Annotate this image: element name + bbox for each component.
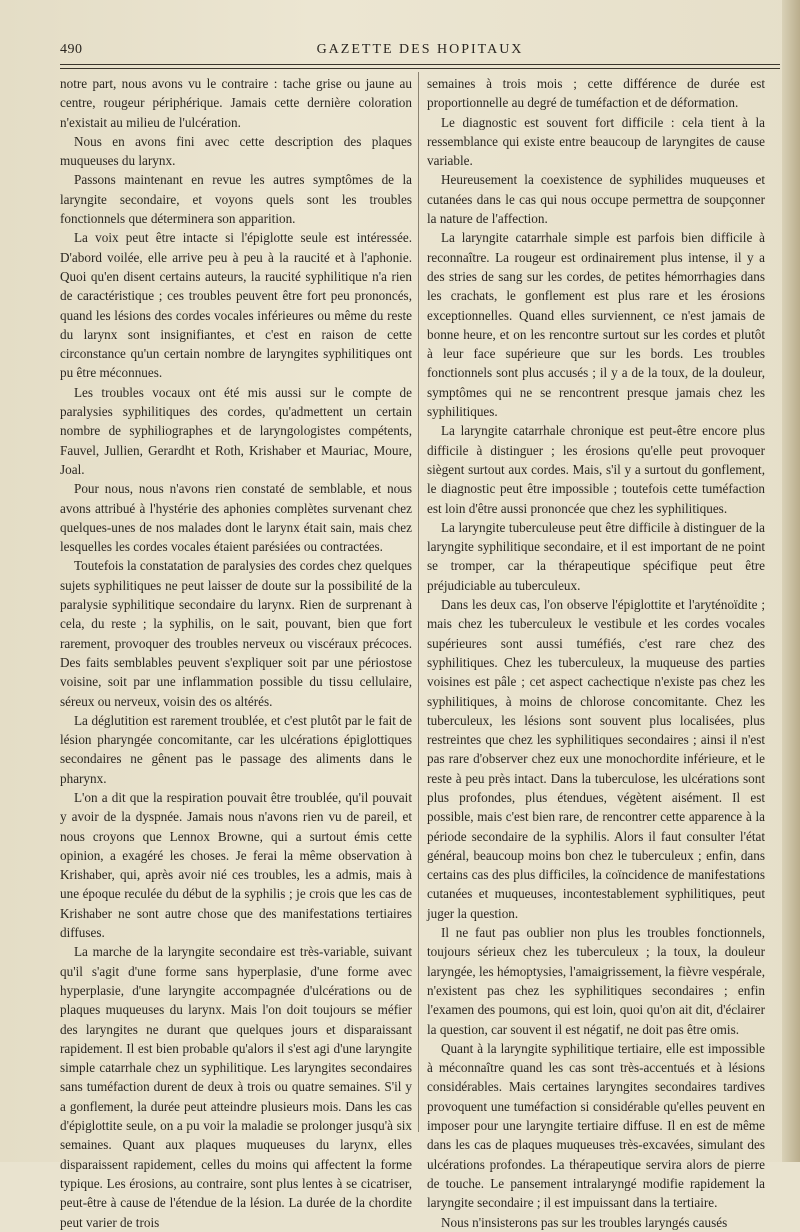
paragraph: Heureusement la coexistence de syphilides muqueuses et cutanées dans le cas qui nous occupe permettra de soupçonner la nature de l'affection.	[427, 172, 765, 227]
page-number: 490	[60, 42, 83, 57]
paragraph: Il ne faut pas oublier non plus les troubles fonctionnels, toujours sérieux chez les tuberculeux ; la toux, la douleur laryngée, les hémoptysies, l'amaigrissement, la fièvre vespérale, n'existent pas chez les syphilitiques secondaires ; enfin l'examen des poumons, qui est loin, quoi qu'on ait dit, d'éclairer la question, car souvent il est négatif, ne doit pas être omis.	[427, 925, 765, 1037]
header-rule	[60, 68, 780, 69]
paragraph: La laryngite catarrhale simple est parfois bien difficile à reconnaître. La rougeur est ordinairement plus intense, il y a des stries de sang sur les cordes, de petites hémorrhagies dans les crachats, le gonflement est plus rare et les érosions exceptionnelles. Quand elles surviennent, ce n'est jamais de bonne heure, et on les rencontre surtout sur les cordes et plutôt à leur face supérieure que sur les bords. Les troubles fonctionnels sont plus accusés ; il y a de la toux, de la douleur, symptômes qui ne se rencontrent presque jamais chez les syphilitiques.	[427, 230, 765, 420]
running-header	[60, 38, 780, 65]
paragraph: La marche de la laryngite secondaire est très-variable, suivant qu'il s'agit d'une forme sans hyperplasie, d'une forme avec hyperplasie, d'une laryngite accompagnée d'ulcérations ou de plaques muqueuses du larynx. Mais l'on doit toujours se méfier des laryngites ne durant que quelques jours et disparaissant rapidement. Il est bien probable qu'alors il s'est agi d'une laryngite simple catarrhale chez un syphilitique. Les laryngites secondaires sans tuméfaction durent de deux à trois ou quatre semaines. S'il y a gonflement, la durée peut atteindre plusieurs mois. Dans les cas d'épiglottite seule, on a pu voir la maladie se prolonger jusqu'à six semaines. Quant aux plaques muqueuses du larynx, elles disparaissent rapidement, celles du moins qui affectent la forme typique. Les érosions, au contraire, sont plus lentes à se cicatriser, peut-être à cause de l'étendue de la lésion. La durée de la chordite peut varier de trois	[60, 944, 412, 1230]
paragraph: Nous en avons fini avec cette description des plaques muqueuses du larynx.	[60, 133, 412, 169]
paragraph: Nous n'insisterons pas sur les troubles laryngés causés	[441, 1214, 728, 1230]
page-edge-shadow	[782, 0, 800, 1162]
paragraph: semaines à trois mois ; cette différence de durée est proportionnelle au degré de tuméfaction et de déformation.	[427, 76, 765, 111]
paragraph: Dans les deux cas, l'on observe l'épiglottite et l'aryténoïdite ; mais chez les tuberculeux le vestibule et les cordes vocales supérieures sont aussi tuméfiés, c'est rare chez des syphilitiques. Chez les tuberculeux, la muqueuse des parties voisines est pâle ; cet aspect cachectique n'existe pas chez les syphilitiques, à moins de chlorose concomitante. Chez les tuberculeux, les lésions sont souvent plus localisées, plus restreintes que chez les syphilitiques secondaires ; ainsi il n'est pas rare d'observer chez eux une monochordite inférieure, et le reste à peu près intact. Dans la tuberculose, les ulcérations sont plus profondes, plus étendues, végètent aisément. Il est possible, mais c'est bien rare, de rencontrer cette apparence à la période secondaire de la syphilis. Alors il faut consulter l'état général, beaucoup moins bon chez le tuberculeux ; enfin, dans certains cas des plus difficiles, la coïncidence de manifestations cutanées et muqueuses, incontestablement syphilitiques, peut juger la question.	[427, 597, 765, 921]
paragraph: L'on a dit que la respiration pouvait être troublée, qu'il pouvait y avoir de la dyspnée. Jamais nous n'avons rien vu de pareil, et nous croyons que Lennox Browne, qui a surtout émis cette opinion, a exagéré les choses. Je ferai la même observation à Krishaber, qui, après avoir nié ces troubles, les a admis, mais à une époque reculée du début de la syphilis ; je crois que les cas de Krishaber ne sont autre chose que des manifestations tertiaires diffuses.	[60, 789, 412, 941]
right-column	[427, 74, 765, 1232]
paragraph: Passons maintenant en revue les autres symptômes de la laryngite secondaire, et voyons quels sont les troubles fonctionnels que déterminera son apparition.	[60, 172, 412, 227]
left-column	[60, 74, 412, 1232]
paragraph: La laryngite catarrhale chronique est peut-être encore plus difficile à distinguer ; les érosions qu'elle peut provoquer siègent surtout aux cordes. Mais, s'il y a surtout du gonflement, le diagnostic peut être impossible ; toutefois cette tuméfaction est loin d'être aussi prononcée que chez les syphilitiques.	[427, 423, 765, 516]
paragraph: La déglutition est rarement troublée, et c'est plutôt par le fait de lésion pharyngée concomitante, car les ulcérations épiglottiques secondaires ne gênent pas le passage des aliments dans le pharynx.	[60, 712, 412, 786]
paragraph: Le diagnostic est souvent fort difficile : cela tient à la ressemblance qui existe entre beaucoup de laryngites de cause variable.	[427, 114, 765, 169]
journal-title: GAZETTE DES HOPITAUX	[316, 42, 524, 57]
paragraph: notre part, nous avons vu le contraire : tache grise ou jaune au centre, rougeur périphérique. Jamais cette dernière coloration n'existait au milieu de l'ulcération.	[60, 76, 412, 130]
column-divider	[418, 72, 419, 1132]
paragraph: La laryngite tuberculeuse peut être difficile à distinguer de la laryngite syphilitique secondaire, et il est important de ne point se tromper, car la thérapeutique spécifique peut être préjudiciable au tuberculeux.	[427, 519, 765, 593]
paragraph: La voix peut être intacte si l'épiglotte seule est intéressée. D'abord voilée, elle arrive peu à peu à la raucité et à l'aphonie. Quoi qu'en disent certains auteurs, la raucité syphilitique n'a rien de caractéristique ; ces troubles peuvent être fort peu prononcés, quand les lésions des cordes vocales inférieures ou même du reste du larynx sont insignifiantes, et c'est en raison de cette circonstance qu'un certain nombre de laryngites syphilitiques ont pu être méconnues.	[60, 230, 412, 381]
paragraph: Quant à la laryngite syphilitique tertiaire, elle est impossible à méconnaître quand les cas sont très-accentués et à lésions considérables. Mais certaines laryngites secondaires tardives provoquent une tuméfaction si considérable qu'elles peuvent en imposer pour une laryngite tertiaire diffuse. Il en est de même dans les cas de plaques muqueuses très-excavées, simulant des ulcérations profondes. La thérapeutique servira alors de pierre de touche. Le pansement intralaryngé modifie rapidement la laryngite secondaire ; il est impuissant dans la tertiaire.	[427, 1040, 765, 1211]
paragraph: Les troubles vocaux ont été mis aussi sur le compte de paralysies syphilitiques des cordes, qu'admettent un certain nombre de syphiliographes et de laryngologistes compétents, Fauvel, Jullien, Gerardht et Roth, Krishaber et Mauriac, Moure, Joal.	[60, 384, 412, 477]
paragraph: Toutefois la constatation de paralysies des cordes chez quelques sujets syphilitiques ne peut laisser de doute sur la possibilité de la paralysie syphilitique secondaire du larynx. Rien de surprenant à cela, du reste ; la syphilis, on le sait, pouvant, bien que fort rarement, provoquer des troubles nerveux ou viscéraux précoces. Des faits semblables peuvent s'expliquer soit par une périostose voisine, soit par une inflammation possible du tissu cellulaire, séreux ou nerveux, voisin des os altérés.	[60, 558, 412, 709]
paragraph: Pour nous, nous n'avons rien constaté de semblable, et nous avons attribué à l'hystérie des aphonies complètes survenant chez quelques-unes de nos malades dont le larynx était sain, mais chez lesquelles les cordes vocales étaient parésiées ou contractées.	[60, 481, 412, 555]
